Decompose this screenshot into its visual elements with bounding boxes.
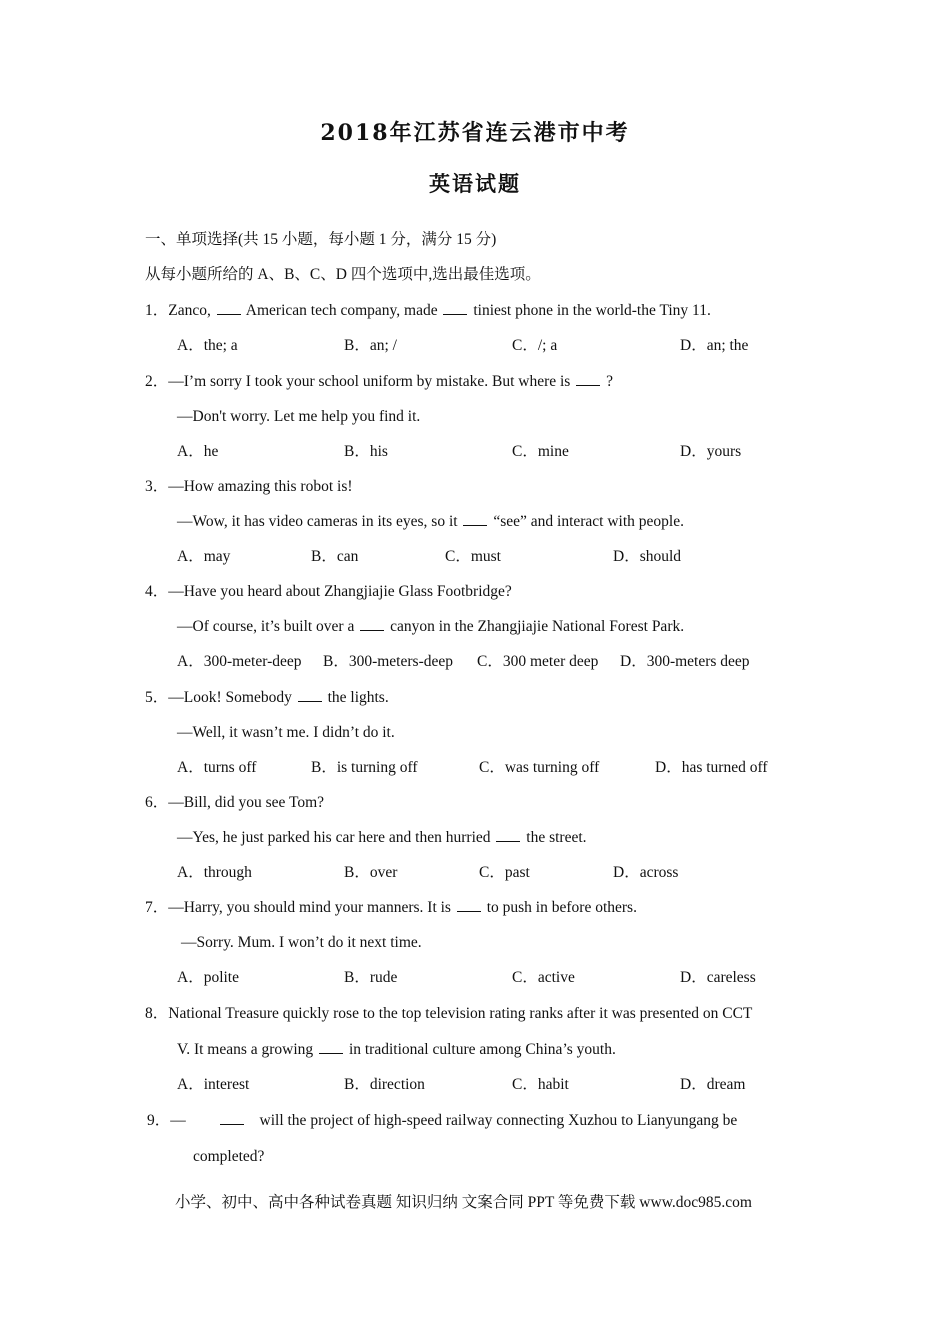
question-reply [177, 512, 684, 532]
question-text: American tech company, made [245, 302, 438, 319]
question-text: the lights. [327, 689, 389, 706]
question-reply: —Don't worry. Let me help you find it. [177, 408, 421, 425]
continuation-text: V. It means a growing [177, 1041, 314, 1058]
question-text: —Look! Somebody [168, 689, 292, 706]
question-1 [145, 301, 711, 321]
option-a: A．polite [177, 969, 239, 986]
reply-text: —Yes, he just parked his car here and then hurried [177, 829, 491, 846]
option-c: C．past [479, 864, 530, 881]
question-number: 4． [145, 583, 169, 600]
option-b: B．his [344, 443, 388, 460]
question-text: —Have you heard about Zhangjiajie Glass Footbridge? [168, 583, 512, 600]
question-6 [145, 793, 324, 813]
option-d: D．has turned off [655, 759, 768, 776]
answer-blank [360, 617, 384, 631]
option-b: B．can [311, 548, 359, 565]
option-d: D．an; the [680, 337, 749, 354]
question-text: —I’m sorry I took your school uniform by mistake. But where is [168, 373, 571, 390]
question-number: 7． [145, 899, 169, 916]
option-c: C．must [445, 548, 501, 565]
answer-blank [576, 372, 600, 386]
option-b: B．over [344, 864, 398, 881]
question-text: to push in before others. [486, 899, 637, 916]
question-number: 6． [145, 794, 169, 811]
option-d: D．yours [680, 443, 742, 460]
question-text: —Harry, you should mind your manners. It is [168, 899, 451, 916]
question-reply [177, 617, 684, 637]
question-text: —How amazing this robot is! [168, 478, 353, 495]
question-reply: —Sorry. Mum. I won’t do it next time. [181, 934, 422, 951]
exam-subtitle: 英语试题 [429, 171, 521, 196]
option-d: D．careless [680, 969, 756, 986]
option-c: C．was turning off [479, 759, 600, 776]
exam-title: 2018年江苏省连云港市中考 [320, 120, 630, 146]
reply-text: “see” and interact with people. [493, 513, 684, 530]
question-number: 8． [145, 1005, 169, 1022]
option-c: C．300 meter deep [477, 653, 599, 670]
option-c: C．active [512, 969, 575, 986]
section-heading: 一、单项选择(共 15 小题，每小题 1 分，满分 15 分) [145, 231, 497, 248]
option-a: A．he [177, 443, 219, 460]
option-a: A．the; a [177, 337, 238, 354]
option-b: B．is turning off [311, 759, 418, 776]
question-number: 9． [147, 1112, 171, 1129]
question-7 [145, 898, 637, 918]
option-a: A．may [177, 548, 231, 565]
option-a: A．turns off [177, 759, 257, 776]
page-footer: 小学、初中、高中各种试卷真题 知识归纳 文案合同 PPT 等免费下载 www.doc985.com [175, 1194, 752, 1211]
answer-blank [298, 688, 322, 702]
option-b: B．direction [344, 1076, 425, 1093]
question-4 [145, 582, 512, 602]
answer-blank [217, 301, 241, 315]
option-a: A．interest [177, 1076, 250, 1093]
reply-text: the street. [526, 829, 587, 846]
question-reply [177, 828, 587, 848]
question-text: —Bill, did you see Tom? [168, 794, 325, 811]
answer-blank [443, 301, 467, 315]
answer-blank [463, 512, 487, 526]
question-8 [145, 1004, 752, 1024]
answer-blank [496, 828, 520, 842]
question-text: will the project of high-speed railway connecting Xuzhou to Lianyungang be [259, 1112, 738, 1129]
option-a: A．300-meter-deep [177, 653, 302, 670]
question-9 [147, 1111, 737, 1131]
question-number: 5． [145, 689, 169, 706]
continuation-text: in traditional culture among China’s youth. [348, 1041, 616, 1058]
answer-blank [457, 898, 481, 912]
question-number: 1． [145, 302, 169, 319]
question-dash: — [170, 1112, 186, 1129]
question-continuation: completed? [193, 1148, 265, 1165]
option-c: C．mine [512, 443, 569, 460]
question-number: 2． [145, 373, 169, 390]
question-text: Zanco, [168, 302, 211, 319]
question-text: National Treasure quickly rose to the top television rating ranks after it was presented on CCT [168, 1005, 753, 1022]
option-d: D．should [613, 548, 682, 565]
option-a: A．through [177, 864, 252, 881]
answer-blank [319, 1040, 343, 1054]
option-c: C．habit [512, 1076, 569, 1093]
question-5 [145, 688, 389, 708]
question-number: 3． [145, 478, 169, 495]
option-b: B．an; / [344, 337, 397, 354]
option-d: D．dream [680, 1076, 746, 1093]
option-d: D．across [613, 864, 679, 881]
reply-text: canyon in the Zhangjiajie National Forest Park. [390, 618, 685, 635]
option-b: B．300-meters-deep [323, 653, 453, 670]
reply-text: —Wow, it has video cameras in its eyes, so it [177, 513, 458, 530]
option-d: D．300-meters deep [620, 653, 750, 670]
question-continuation [177, 1040, 616, 1060]
reply-text: —Of course, it’s built over a [177, 618, 355, 635]
question-text: tiniest phone in the world-the Tiny 11. [473, 302, 711, 319]
option-b: B．rude [344, 969, 398, 986]
question-text: ? [606, 373, 613, 390]
question-reply: —Well, it wasn’t me. I didn’t do it. [177, 724, 395, 741]
option-c: C．/; a [512, 337, 558, 354]
section-instruction: 从每小题所给的 A、B、C、D 四个选项中,选出最佳选项。 [145, 266, 541, 283]
question-2 [145, 372, 613, 392]
question-3 [145, 477, 353, 497]
answer-blank [220, 1111, 244, 1125]
